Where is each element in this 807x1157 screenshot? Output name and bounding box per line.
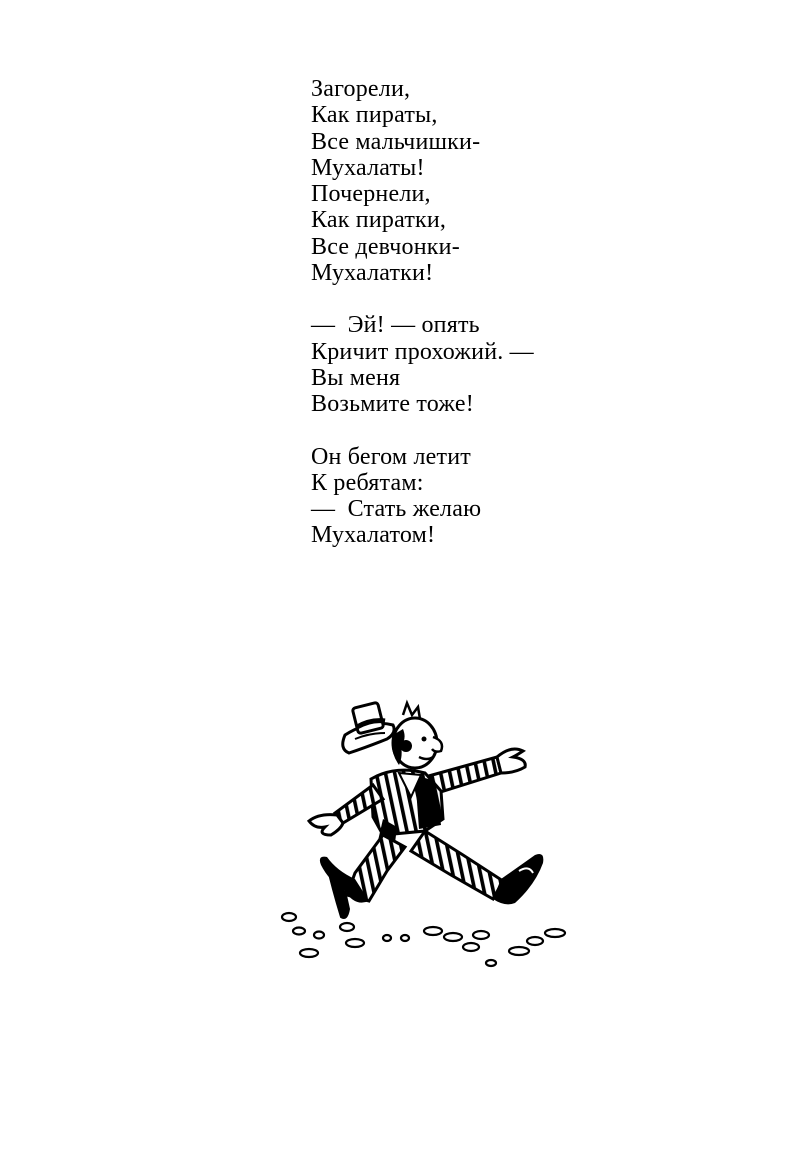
stanza-2	[311, 312, 631, 417]
poem-line: Он бегом летит	[311, 443, 471, 470]
poem-line: Загорели,	[311, 76, 411, 102]
poem-line: — Стать желаю	[311, 496, 482, 523]
hat-icon	[343, 702, 394, 753]
trousers-icon	[347, 831, 503, 901]
poem-line: Как пиратки,	[311, 207, 447, 234]
poem-line: Почернели,	[311, 181, 431, 208]
stanza-1	[311, 76, 631, 286]
running-man-illustration	[275, 695, 575, 970]
poem-line: Вы меня	[311, 364, 401, 391]
poem-line: — Эй! — опять	[311, 312, 480, 339]
poem-line: Все девчонки-	[311, 233, 460, 260]
poem-line: Мухалатки!	[311, 260, 434, 287]
poem-line: Кричит прохожий. —	[311, 338, 534, 365]
jacket-icon	[371, 770, 443, 845]
poem-line: Как пираты,	[311, 102, 438, 129]
footprints-icon	[282, 913, 565, 966]
poem-line: К ребятам:	[311, 469, 424, 496]
stanza-3	[311, 444, 631, 549]
poem-line: Мухалаты!	[311, 154, 425, 181]
head-icon	[392, 703, 442, 768]
poem-text	[311, 76, 631, 549]
poem-line: Все мальчишки-	[311, 128, 481, 155]
poem-line: Мухалатом!	[311, 522, 436, 549]
poem-line: Возьмите тоже!	[311, 391, 474, 418]
